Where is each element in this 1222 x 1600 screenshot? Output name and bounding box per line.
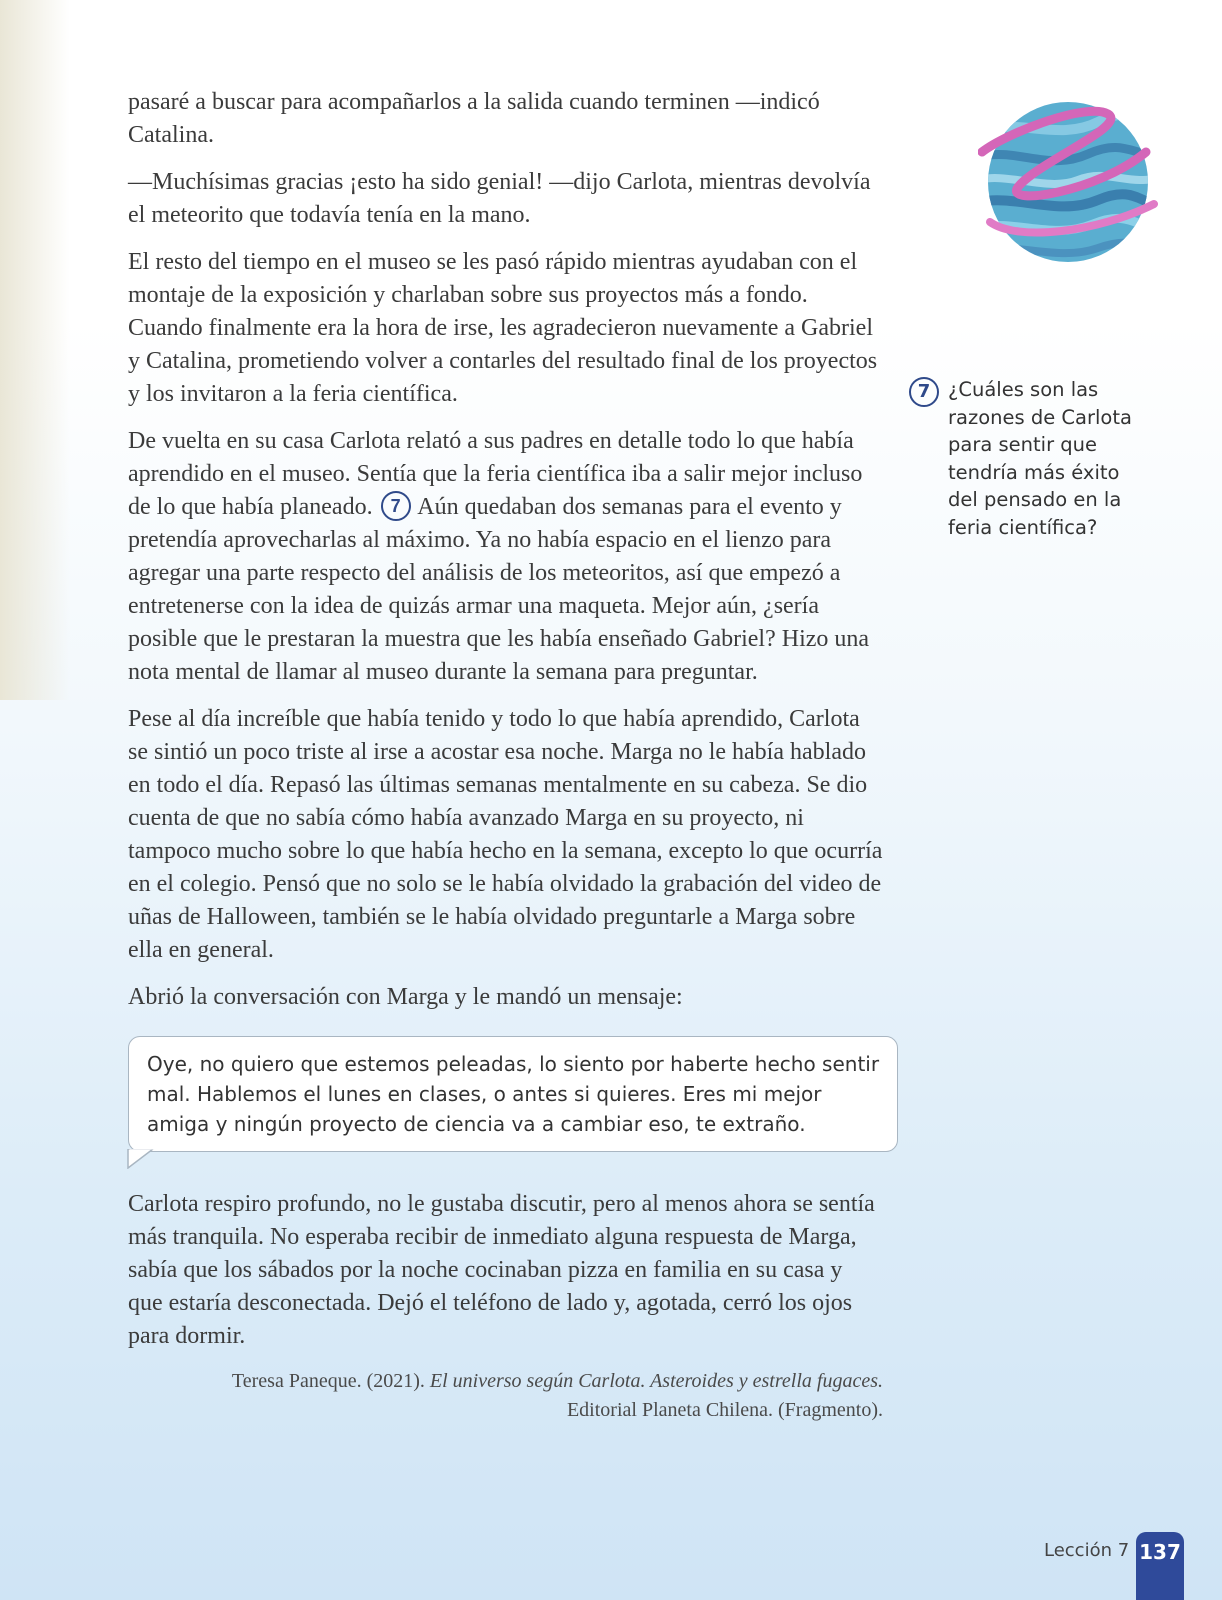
paragraph-5: Pese al día increíble que había tenido y todo lo que había aprendido, Carlota se sintió un poco triste al irse a acostar esa noche. Marga no le había hablado en todo el día. Repasó las últimas semanas mentalmente en su cabeza. Se dio cuenta de que no sabía cómo había avanzado Marga en su proyecto, ni tampoco mucho sobre lo que había hecho en la semana, excepto lo que ocurría en el colegio. Pensó que no solo se le había olvidado la grabación del video de uñas de Halloween, también se le había olvidado preguntarle a Marga sobre ella en general. — [128, 706, 883, 963]
side-question-number: 7 — [909, 377, 939, 407]
story-text — [128, 86, 883, 1425]
message-text: Oye, no quiero que estemos peleadas, lo siento por haberte hecho sentir mal. Hablemos el lunes en clases, o antes si quieres. Eres mi mejor amiga y ningún proyecto de ciencia va a cambiar eso, te extraño. — [147, 1052, 880, 1136]
message-bubble — [128, 1036, 898, 1152]
question-number-badge: 7 — [381, 491, 411, 521]
citation-author: Teresa Paneque. (2021). — [231, 1370, 425, 1392]
lesson-label: Lección 7 — [1044, 1540, 1130, 1561]
side-question-text: ¿Cuáles son las razones de Carlota para sentir que tendría más éxito del pensado en la feria científica? — [948, 378, 1132, 539]
paragraph-2: —Muchísimas gracias ¡esto ha sido genial! —dijo Carlota, mientras devolvía el meteorito que todavía tenía en la mano. — [128, 169, 871, 228]
side-question — [910, 376, 1140, 541]
citation — [128, 1367, 883, 1425]
paragraph-final: Carlota respiro profundo, no le gustaba discutir, pero al menos ahora se sentía más tranquila. No esperaba recibir de inmediato alguna respuesta de Marga, sabía que los sábados por la noche cocinaban pizza en familia en su casa y que estaría desconectada. Dejó el teléfono de lado y, agotada, cerró los ojos para dormir. — [128, 1191, 875, 1349]
citation-publisher: Editorial Planeta Chilena. (Fragmento). — [566, 1399, 883, 1421]
planet-illustration — [978, 92, 1158, 272]
paragraph-4-part-2: Aún quedaban dos semanas para el evento y pretendía aprovecharlas al máximo. Ya no había espacio en el lienzo para agregar una parte respecto del análisis de los meteoritos, así que empezó a entretenerse con la idea de quizás armar una maqueta. Mejor aún, ¿sería posible que le prestaran la muestra que les había enseñado Gabriel? Hizo una nota mental de llamar al museo durante la semana para preguntar. — [128, 494, 870, 685]
page-number: 137 — [1136, 1532, 1184, 1600]
paragraph-1: pasaré a buscar para acompañarlos a la salida cuando terminen —indicó Catalina. — [128, 89, 820, 148]
bubble-tail — [127, 1149, 157, 1169]
paragraph-4-part-1: De vuelta en su casa Carlota relató a sus padres en detalle todo lo que había aprendido en el museo. Sentía que la feria científica iba a salir mejor incluso de lo que había planeado. — [128, 428, 863, 520]
paragraph-3: El resto del tiempo en el museo se les pasó rápido mientras ayudaban con el montaje de la exposición y charlaban sobre sus proyectos más a fondo. Cuando finalmente era la hora de irse, les agradecieron nuevamente a Gabriel y Catalina, prometiendo volver a contarles del resultado final de los proyectos y los invitaron a la feria científica. — [128, 249, 878, 407]
paragraph-4 — [128, 425, 883, 689]
citation-title: El universo según Carlota. Asteroides y estrella fugaces. — [429, 1370, 883, 1392]
page-edge-shading — [0, 0, 70, 700]
paragraph-6: Abrió la conversación con Marga y le mandó un mensaje: — [128, 984, 683, 1010]
